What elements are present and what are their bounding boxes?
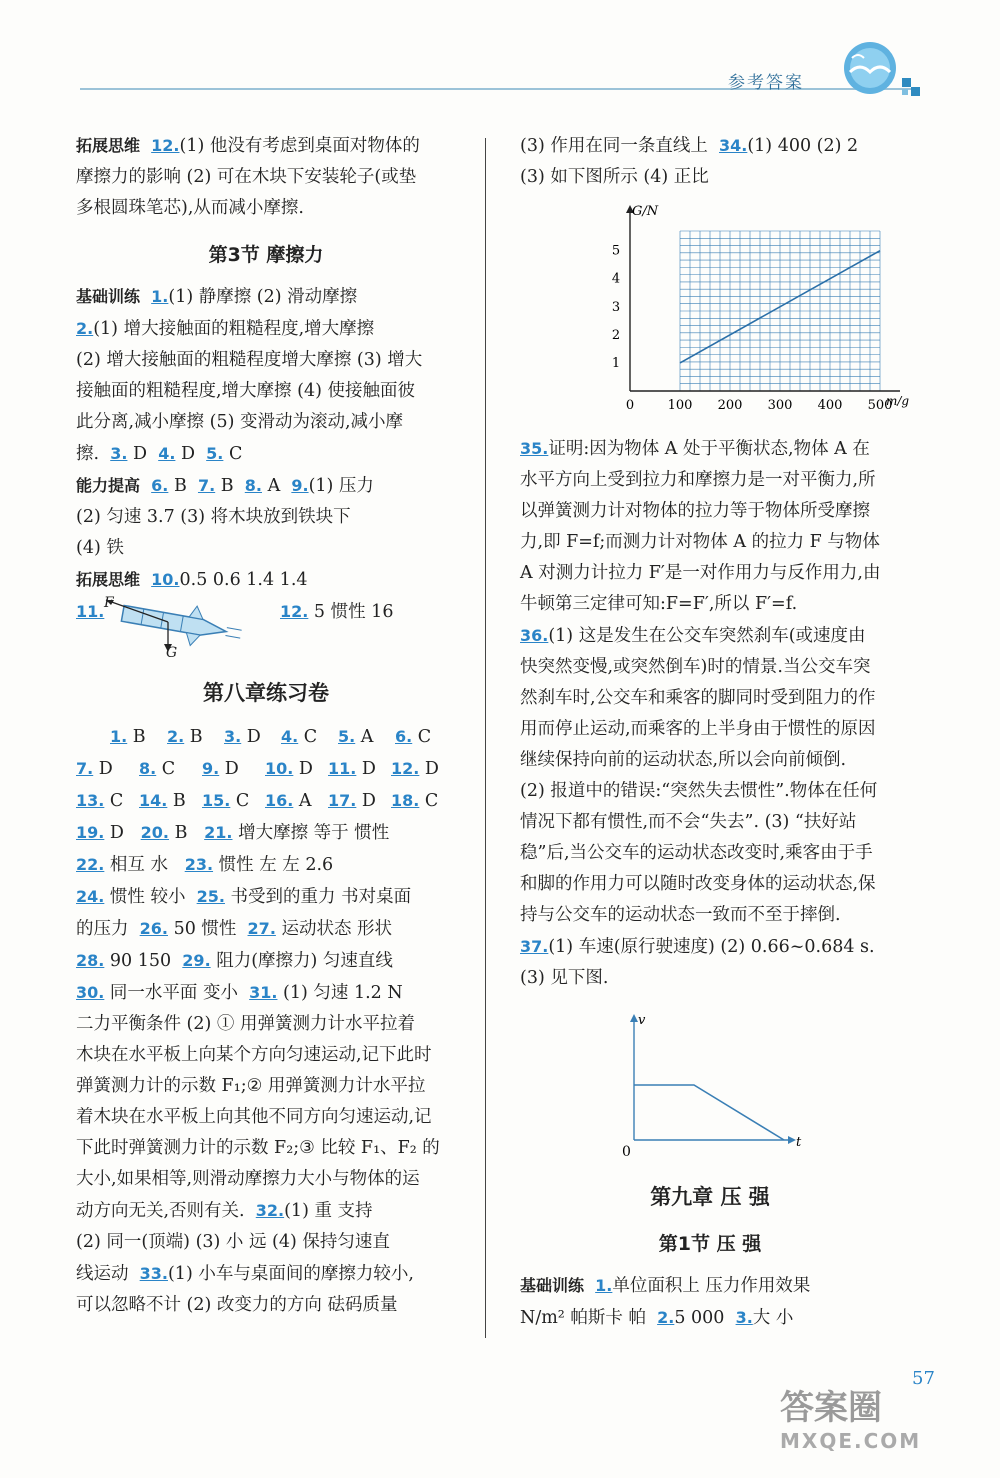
x-tick-label: 100 (667, 398, 693, 413)
question-number: 7. (76, 759, 94, 778)
right-line: 水平方向上受到拉力和摩擦力是一对平衡力,所 (520, 470, 876, 490)
right-line: A 对测力计拉力 F′是一对作用力与反作用力,由 (520, 563, 881, 583)
question-number: 1. (110, 727, 128, 746)
header-logo-icon (822, 28, 922, 98)
v-t-line (634, 1085, 784, 1140)
answer-text: 5 惯性 16 (313, 602, 394, 622)
right-line: 力,即 F=f;而测力计对物体 A 的拉力 F 与物体 (520, 532, 880, 552)
answer-text: D (219, 759, 239, 779)
question-number: 17. (328, 791, 357, 810)
answer-text: 5 000 (674, 1308, 725, 1328)
header-tag: 参考答案 (728, 73, 804, 93)
x-tick-label: 400 (817, 398, 843, 413)
left-line (76, 977, 456, 1009)
left-line (76, 281, 456, 313)
answer-text: 运动状态 形状 (281, 919, 393, 939)
answer-grid (76, 721, 456, 817)
question-number: 32. (255, 1201, 285, 1220)
answer-text: D (419, 759, 439, 779)
question-number: 12. (151, 136, 180, 155)
left-line: 摩擦力的影响 (2) 可在木块下安装轮子(或垫 (76, 167, 417, 187)
right-line (520, 1270, 900, 1302)
section-label: 拓展思维 (76, 136, 141, 155)
answer-text: (1) 静摩擦 (2) 滑动摩擦 (168, 287, 358, 307)
question-number: 33. (139, 1264, 168, 1283)
answer-text: C (419, 791, 439, 811)
left-line (76, 1195, 456, 1227)
question-number: 20. (140, 823, 169, 842)
y-axis-arrow (630, 1014, 638, 1022)
question-number: 25. (196, 887, 225, 906)
left-line (76, 438, 456, 470)
left-line (76, 881, 456, 913)
right-line: 然刹车时,公交车和乘客的脚同时受到阻力的作 (520, 688, 876, 708)
x-tick-label: 500 (867, 398, 893, 413)
answer-text: C (230, 791, 250, 811)
question-number: 4. (281, 727, 299, 746)
left-line: (2) 匀速 3.7 (3) 将木块放到铁块下 (76, 507, 351, 527)
question-number: 23. (184, 855, 214, 874)
question-number: 8. (139, 759, 157, 778)
watermark (780, 1380, 921, 1453)
left-line: 下此时弹簧测力计的示数 F₂;③ 比较 F₁、F₂ 的 (76, 1138, 440, 1158)
section-title: 第3节 摩擦力 (208, 244, 324, 266)
left-line: 弹簧测力计的示数 F₁;② 用弹簧测力计水平拉 (76, 1076, 426, 1096)
left-line: (4) 铁 (76, 538, 124, 558)
question-number: 27. (247, 919, 276, 938)
question-number: 10. (151, 570, 180, 589)
question-number: 10. (265, 759, 294, 778)
right-line (520, 620, 900, 652)
right-line (520, 433, 900, 465)
answer-text: 惯性 左 左 2.6 (218, 855, 334, 875)
answer-text: B (173, 476, 187, 496)
answer-text: (1) 他没有考虑到桌面对物体的 (179, 136, 420, 156)
answer-text: 0.5 0.6 1.4 1.4 (179, 570, 308, 590)
answer-text: 大 小 (752, 1308, 794, 1328)
question-number: 9. (202, 759, 220, 778)
answer-text: D (133, 444, 148, 464)
answer-row (76, 753, 456, 785)
question-number: 12. (391, 759, 420, 778)
column-divider (485, 138, 486, 1338)
question-number: 16. (265, 791, 294, 810)
left-line: 接触面的粗糙程度,增大摩擦 (4) 使接触面彼 (76, 381, 415, 401)
left-line: (2) 增大接触面的粗糙程度增大摩擦 (3) 增大 (76, 350, 423, 370)
right-line: 情况下都有惯性,而不会“失去”. (3) “扶好站 (520, 812, 857, 832)
answer-text: (1) 增大接触面的粗糙程度,增大摩擦 (93, 319, 375, 339)
answer-text: D (241, 727, 261, 747)
question-number: 5. (206, 444, 224, 463)
y-axis-label: G/N (632, 204, 659, 219)
answer-text: B (127, 727, 146, 747)
answer-text: (1) 压力 (308, 476, 374, 496)
question-number: 21. (204, 823, 233, 842)
answer-text: D (356, 759, 376, 779)
y-tick-label: 5 (611, 243, 621, 259)
answer-row (76, 785, 456, 817)
g-m-graph (600, 201, 910, 433)
question-number: 14. (139, 791, 168, 810)
question-number: 24. (76, 887, 105, 906)
answer-text: B (167, 791, 186, 811)
left-line: 着木块在水平板上向其他不同方向匀速运动,记 (76, 1107, 432, 1127)
question-number: 7. (197, 476, 216, 495)
left-line (76, 817, 456, 849)
watermark-text: 答案圈 (780, 1388, 882, 1428)
x-tick-label: 300 (767, 398, 793, 413)
answer-text: 同一水平面 变小 (109, 983, 238, 1003)
question-number: 19. (76, 823, 105, 842)
force-g-label: G (166, 645, 178, 661)
left-line (76, 849, 456, 881)
x-axis-label: m/g (886, 394, 910, 408)
y-axis-label: v (638, 1013, 646, 1028)
section-label: 基础训练 (520, 1276, 585, 1295)
answer-text: C (156, 759, 176, 779)
left-line: 木块在水平板上向某个方向匀速运动,记下此时 (76, 1045, 432, 1065)
y-tick-label: 4 (611, 271, 621, 287)
question-number: 8. (244, 476, 262, 495)
answer-text: C (228, 444, 243, 464)
y-tick-label: 1 (611, 355, 621, 371)
question-number: 2. (167, 727, 185, 746)
answer-text: B (184, 727, 203, 747)
x-tick-label: 0 (625, 398, 635, 413)
right-column (520, 130, 910, 1334)
right-line: 用而停止运动,而乘客的上半身由于惯性的原因 (520, 719, 876, 739)
question-number: 13. (76, 791, 105, 810)
y-tick-label: 2 (611, 327, 621, 343)
answer-text: 书受到的重力 书对桌面 (230, 887, 412, 907)
answer-text: D (180, 444, 196, 464)
question-number: 26. (139, 919, 168, 938)
question-number: 2. (657, 1308, 675, 1327)
answer-text: (1) 小车与桌面间的摩擦力较小, (167, 1264, 414, 1284)
question-number: 15. (202, 791, 231, 810)
right-line: 和脚的作用力可以随时改变身体的运动状态,保 (520, 874, 876, 894)
question-number: 9. (291, 476, 309, 495)
question-number: 34. (719, 136, 748, 155)
answer-text: 的压力 (76, 919, 129, 939)
left-line: 大小,如果相等,则滑动摩擦力大小与物体的运 (76, 1169, 420, 1189)
answer-text: (1) 400 (2) 2 (747, 136, 859, 156)
left-line (76, 313, 456, 345)
answer-text: D (109, 823, 124, 843)
right-line (520, 130, 900, 162)
question-number: 18. (391, 791, 420, 810)
chapter-title: 第九章 压 强 (650, 1185, 770, 1209)
section-label: 能力提高 (76, 476, 141, 495)
x-axis-label: t (796, 1135, 802, 1150)
y-tick-label: 3 (611, 299, 621, 315)
answer-text: B (220, 476, 234, 496)
question-number: 37. (520, 937, 549, 956)
answer-text: (3) 作用在同一条直线上 (520, 136, 708, 156)
question-number: 3. (224, 727, 242, 746)
answer-text: (1) 重 支持 (284, 1201, 373, 1221)
question-number: 30. (76, 983, 105, 1002)
answer-text: 证明:因为物体 A 处于平衡状态,物体 A 在 (548, 439, 870, 459)
question-number: 6. (395, 727, 413, 746)
question-number: 4. (158, 444, 176, 463)
question-number: 29. (182, 951, 211, 970)
left-line (76, 945, 456, 977)
answer-text: B (174, 823, 188, 843)
answer-text: 擦. (76, 444, 100, 464)
answer-text: 增大摩擦 等于 惯性 (238, 823, 390, 843)
right-line: (3) 如下图所示 (4) 正比 (520, 167, 709, 187)
question-number: 36. (520, 626, 549, 645)
watermark-url: MXQE.COM (780, 1429, 922, 1453)
q11-row (76, 595, 456, 661)
answer-text: 惯性 较小 (109, 887, 186, 907)
right-line: 以弹簧测力计对物体的拉力等于物体所受摩擦 (520, 501, 870, 521)
answer-text: 相互 水 (109, 855, 168, 875)
section-label: 基础训练 (76, 287, 141, 306)
answer-text: (1) 匀速 1.2 N (283, 983, 403, 1003)
left-line (76, 1258, 456, 1290)
v-t-graph (610, 1012, 810, 1162)
right-line: (2) 报道中的错误:“突然失去惯性”.物体在任何 (520, 781, 878, 801)
question-number: 11. (76, 602, 105, 621)
right-line: 持与公交车的运动状态一致而不至于摔倒. (520, 905, 841, 925)
question-number: 3. (735, 1308, 753, 1327)
right-line (520, 1302, 900, 1334)
right-line (520, 931, 900, 963)
question-number: 11. (328, 759, 357, 778)
question-number: 31. (249, 983, 278, 1002)
answer-text: C (298, 727, 318, 747)
right-line: 快突然变慢,或突然倒车)时的情景.当公交车突 (520, 657, 871, 677)
chapter-title: 第八章练习卷 (203, 681, 329, 705)
left-line (76, 130, 456, 162)
answer-text: 单位面积上 压力作用效果 (612, 1276, 811, 1296)
right-line: (3) 见下图. (520, 968, 609, 988)
question-number: 6. (151, 476, 169, 495)
answer-text: 阻力(摩擦力) 匀速直线 (216, 951, 393, 971)
answer-text: 90 150 (109, 951, 172, 971)
question-number: 1. (595, 1276, 613, 1295)
question-number: 12. (280, 602, 309, 621)
section-title: 第1节 压 强 (658, 1233, 762, 1255)
question-number: 2. (76, 319, 94, 338)
left-line: 此分离,减小摩擦 (5) 变滑动为滚动,减小摩 (76, 412, 404, 432)
left-line (76, 470, 456, 502)
left-line: (2) 同一(顶端) (3) 小 远 (4) 保持匀速直 (76, 1232, 390, 1252)
answer-text: 50 惯性 (173, 919, 237, 939)
answer-text: N/m² 帕斯卡 帕 (520, 1308, 646, 1328)
answer-text: 动方向无关,否则有关. (76, 1201, 245, 1221)
question-number: 5. (338, 727, 356, 746)
question-number: 3. (110, 444, 128, 463)
section-label: 拓展思维 (76, 570, 141, 589)
answer-text: 线运动 (76, 1264, 129, 1284)
left-line (76, 913, 456, 945)
answer-row (76, 721, 456, 753)
left-column (76, 130, 456, 1321)
answer-text: C (412, 727, 432, 747)
answer-text: D (293, 759, 313, 779)
answer-text: D (356, 791, 376, 811)
x-axis-arrow (788, 1136, 796, 1144)
answer-text: (1) 车速(原行驶速度) (2) 0.66~0.684 s. (548, 937, 875, 957)
left-line: 多根圆珠笔芯),从而减小摩擦. (76, 198, 304, 218)
answer-text: C (104, 791, 124, 811)
question-number: 35. (520, 439, 549, 458)
right-line: 继续保持向前的运动状态,所以会向前倾倒. (520, 750, 847, 770)
question-number: 28. (76, 951, 105, 970)
page-number: 57 (912, 1368, 935, 1389)
force-f-label: F (104, 595, 114, 611)
origin-label: 0 (622, 1144, 631, 1160)
answer-text: (1) 这是发生在公交车突然刹车(或速度由 (548, 626, 866, 646)
answer-text: D (93, 759, 113, 779)
question-number: 1. (151, 287, 169, 306)
question-number: 22. (76, 855, 105, 874)
right-line: 稳”后,当公交车的运动状态改变时,乘客由于手 (520, 843, 873, 863)
x-tick-label: 200 (717, 398, 743, 413)
answer-text: A (355, 727, 374, 747)
left-line: 可以忽略不计 (2) 改变力的方向 砝码质量 (76, 1295, 398, 1315)
answer-text: A (293, 791, 312, 811)
answer-text: A (267, 476, 281, 496)
right-line: 牛顿第三定律可知:F=F′,所以 F′=f. (520, 594, 798, 614)
left-line: 二力平衡条件 (2) ① 用弹簧测力计水平拉着 (76, 1014, 415, 1034)
